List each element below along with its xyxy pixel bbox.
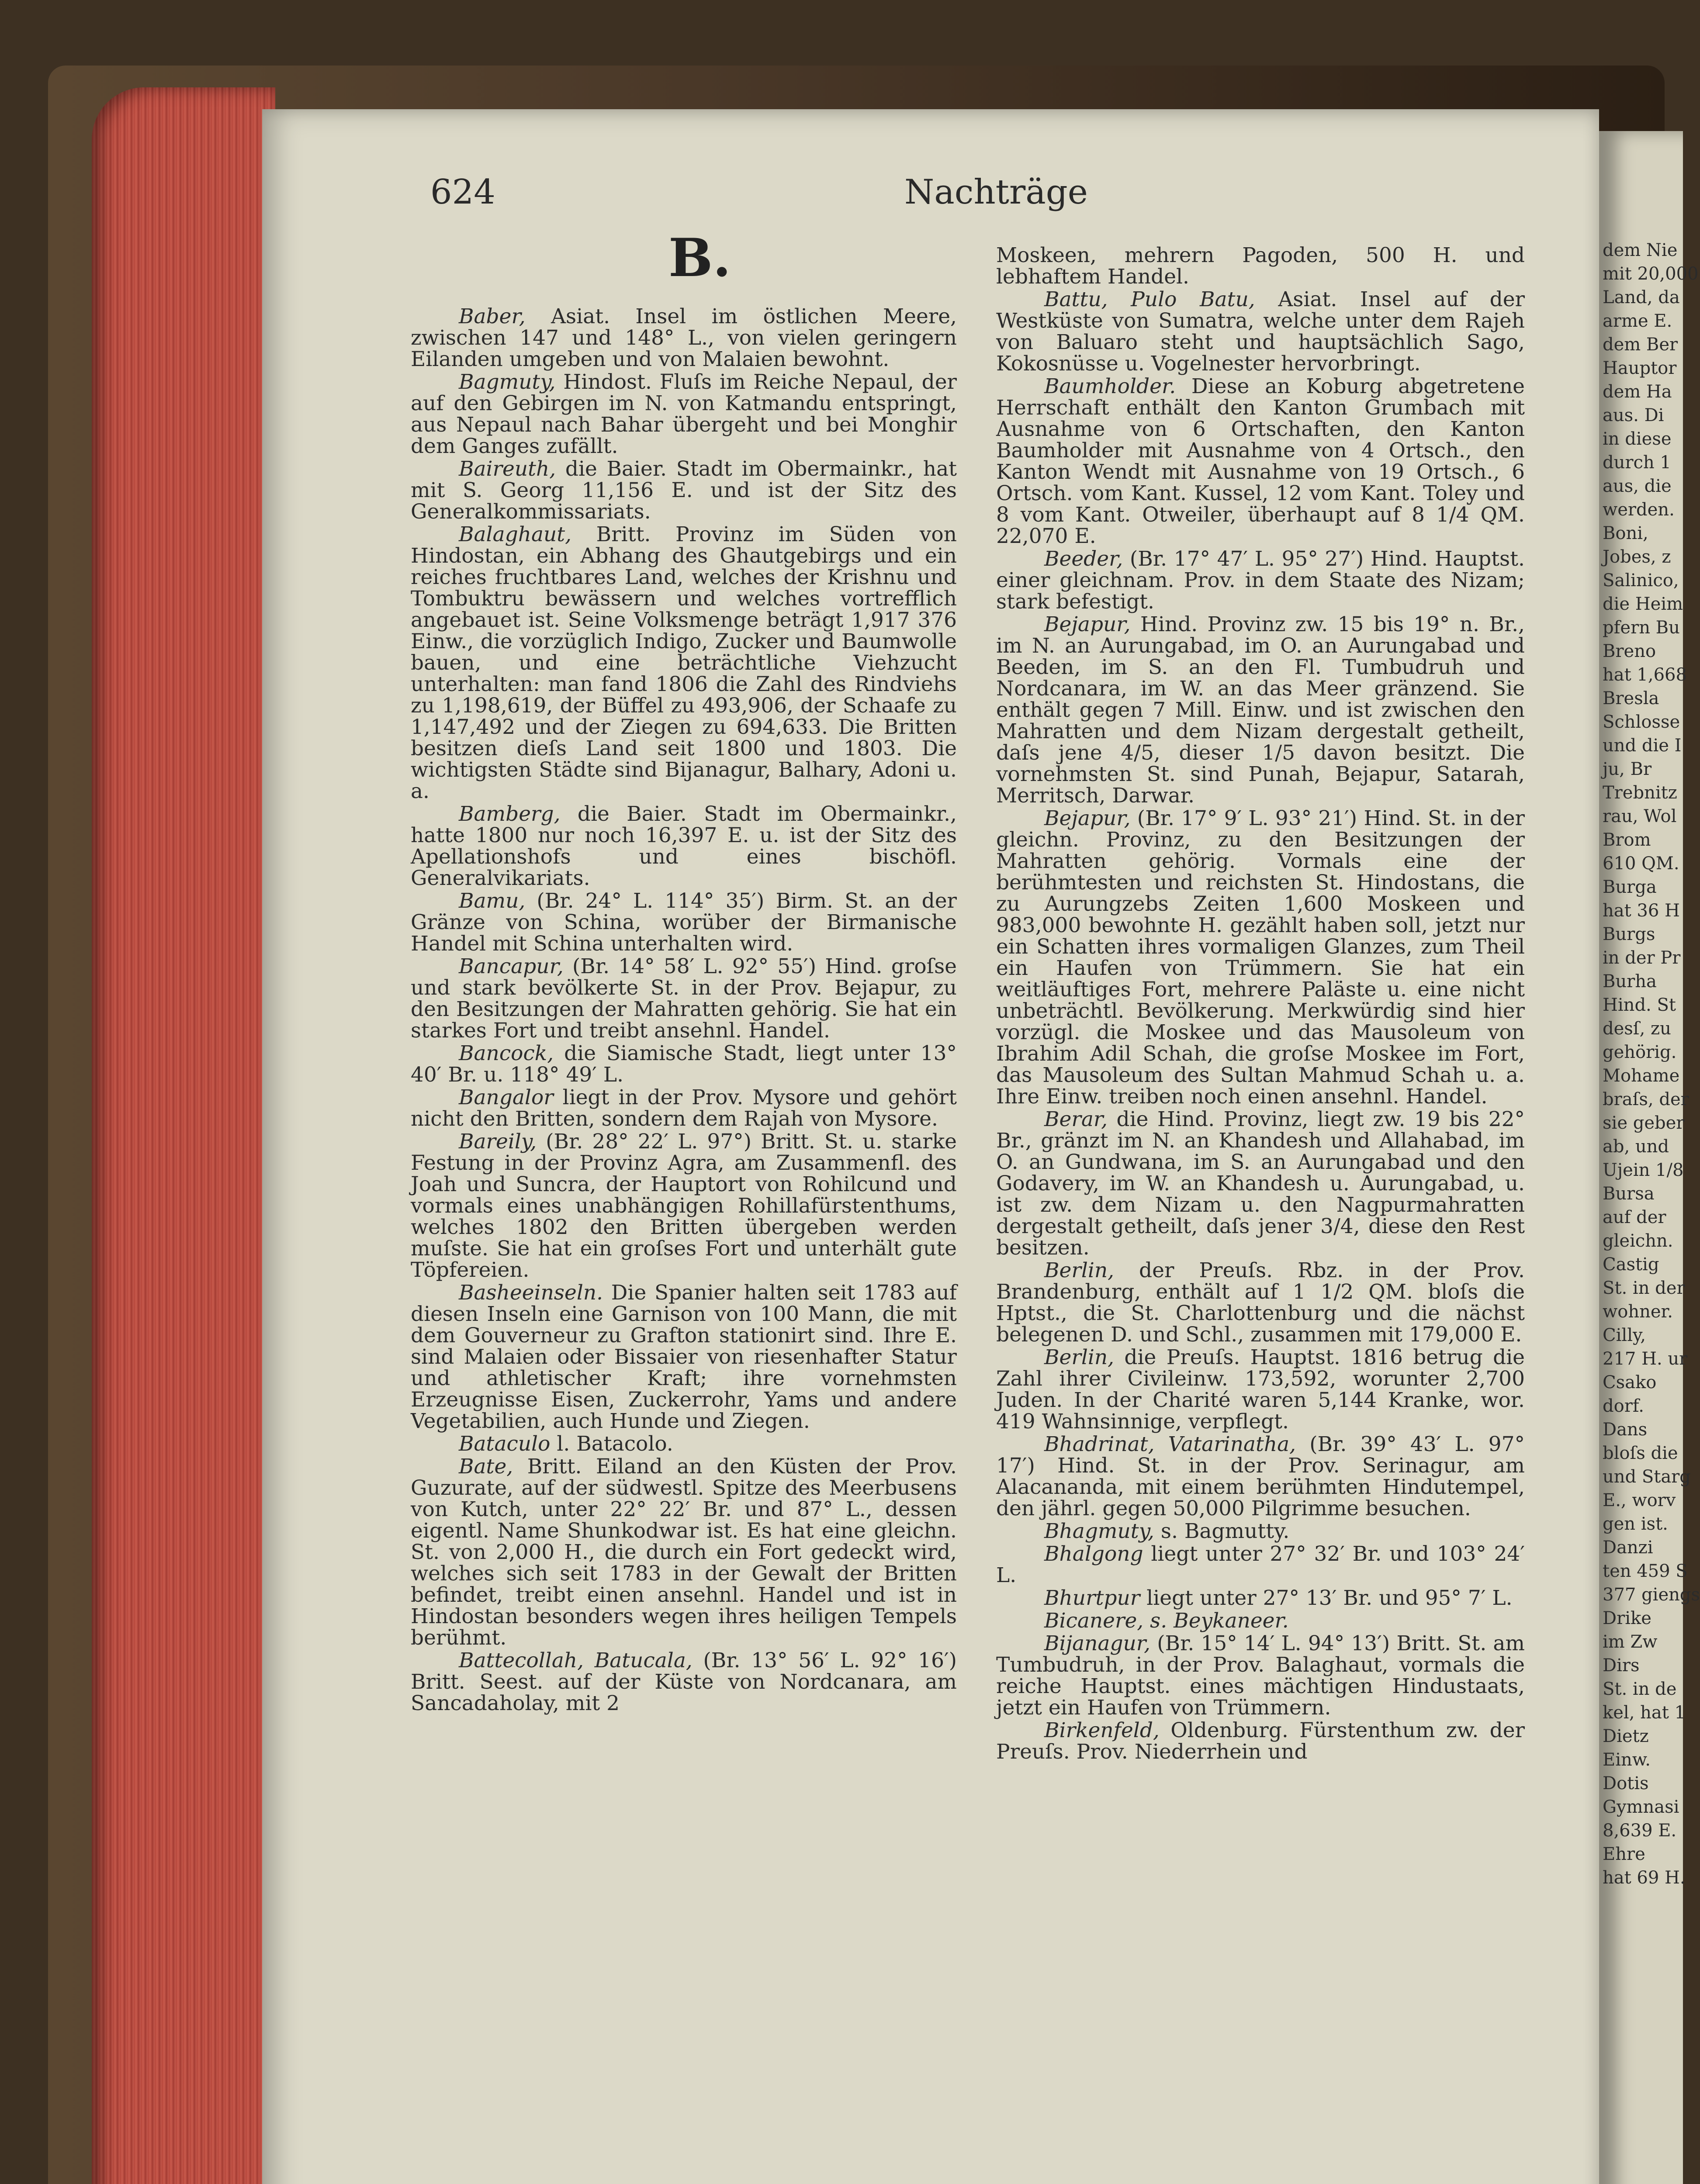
entry-headword: Beeder, bbox=[1044, 547, 1123, 571]
entry-text: die Preuſs. Hauptst. 1816 betrug die Zahl ihrer Civileinw. 173,592, worunter 2,700 Juden. In der Charité waren 5,144 Kranke, wor. 419 Wahnsinnige, verpflegt. bbox=[996, 1345, 1525, 1434]
entry-headword: Bhadrinat, Vatarinatha, bbox=[1044, 1432, 1296, 1456]
entry-text: liegt in der Prov. Mysore und gehört nicht den Britten, sondern dem Rajah von Mysore. bbox=[411, 1085, 957, 1131]
dictionary-entry bbox=[996, 614, 1525, 806]
entry-headword: Bhurtpur bbox=[1044, 1586, 1140, 1610]
adjacent-page-fragment: dem Ha bbox=[1603, 382, 1672, 402]
adjacent-page-fragment: arme E. bbox=[1603, 311, 1672, 331]
dictionary-entry bbox=[411, 1043, 957, 1085]
adjacent-page-fragment: gleichn. bbox=[1603, 1231, 1673, 1251]
adjacent-page-fragment: die Heim bbox=[1603, 594, 1683, 614]
entry-headword: Bancapur, bbox=[459, 954, 564, 978]
adjacent-page-fragment: Dirs bbox=[1603, 1655, 1640, 1676]
adjacent-page-fragment: Bursa bbox=[1603, 1184, 1655, 1204]
adjacent-page-fragment: Bresla bbox=[1603, 688, 1659, 708]
entry-text: (Br. 28° 22′ L. 97°) Britt. St. u. starke Festung in der Provinz Agra, am Zusammenfl. des Joah und Suncra, der Hauptort von Rohilcund und vormals eines unabhängigen Rohillafürstenthums, welches 1802 den Britten übergeben werden muſste. Sie hat ein groſses Fort und unterhält gute Töpfereien. bbox=[411, 1130, 957, 1282]
entry-text: (Br. 17° 47′ L. 95° 27′) Hind. Hauptst. einer gleichnam. Prov. in dem Staate des Nizam; stark befestigt. bbox=[996, 547, 1525, 614]
adjacent-page-fragment: werden. bbox=[1603, 500, 1675, 520]
adjacent-page-fragment: und die I bbox=[1603, 736, 1682, 756]
adjacent-page-fragment: durch 1 bbox=[1603, 453, 1671, 473]
entry-headword: Bataculo bbox=[459, 1432, 551, 1456]
adjacent-page-fragment: ab, und bbox=[1603, 1137, 1669, 1157]
adjacent-page-fragment: kel, hat 1 bbox=[1603, 1703, 1686, 1723]
adjacent-page-fragment: Burha bbox=[1603, 971, 1657, 992]
entry-text: Moskeen, mehrern Pagoden, 500 H. und lebhaftem Handel. bbox=[996, 243, 1525, 289]
adjacent-page-fragment: Danzi bbox=[1603, 1538, 1653, 1558]
entry-headword: Birkenfeld, bbox=[1044, 1718, 1160, 1742]
adjacent-page-fragment: Hauptor bbox=[1603, 358, 1677, 378]
entry-headword: Berlin, bbox=[1044, 1345, 1115, 1369]
adjacent-page-fragment: aus, die bbox=[1603, 476, 1672, 496]
adjacent-page-fragment: mit 20,000 bbox=[1603, 264, 1699, 284]
adjacent-page-fragment: Dans bbox=[1603, 1420, 1648, 1440]
entry-text: (Br. 14° 58′ L. 92° 55′) Hind. groſse und stark bevölkerte St. in der Prov. Bejapur, zu den Besitzungen der Mahratten gehörig. Sie hat ein starkes Fort und treibt ansehnl. Handel. bbox=[411, 954, 957, 1043]
adjacent-page-fragment: in diese bbox=[1603, 429, 1672, 449]
entry-headword: Berar, bbox=[1044, 1107, 1108, 1131]
entry-headword: Bagmuty, bbox=[459, 370, 556, 394]
entry-text: die Baier. Stadt im Obermainkr., hatte 1800 nur noch 16,397 E. u. ist der Sitz des Apellationshofs und eines bischöfl. Generalvikariats. bbox=[411, 802, 957, 890]
dictionary-entry bbox=[411, 803, 957, 889]
entry-text: (Br. 17° 9′ L. 93° 21′) Hind. St. in der gleichn. Provinz, zu den Besitzungen der Mahratten gehörig. Vormals eine der berühmtesten und reichsten St. Hindostans, die zu Aurungzebs Zeiten 1,600 Moskeen und 983,000 bewohnte H. gezählt haben soll, jetzt nur ein Schatten ihres vormaligen Glanzes, zum Theil ein Haufen von Trümmern. Sie hat ein weitläuftiges Fort, mehrere Paläste u. eine nicht unbeträchtl. Bevölkerung. Merkwürdig sind hier vorzügl. die Moskee und das Mausoleum von Ibrahim Adil Schah, die groſse Moskee im Fort, das Mausoleum des Sultan Mahmud Schah u. a. Ihre Einw. treiben noch einen ansehnl. Handel. bbox=[996, 806, 1525, 1109]
dictionary-entry bbox=[996, 1610, 1525, 1631]
dictionary-entry bbox=[411, 1650, 957, 1714]
dictionary-entry bbox=[996, 1633, 1525, 1718]
adjacent-page-fragment: desſ, zu bbox=[1603, 1019, 1671, 1039]
entry-text: (Br. 15° 14′ L. 94° 13′) Britt. St. am Tumbudruh, in der Prov. Balaghaut, vormals die reiche Hauptst. eines mächtigen Hindustaats, jetzt ein Haufen von Trümmern. bbox=[996, 1631, 1525, 1720]
dictionary-entry bbox=[411, 306, 957, 370]
entry-text: der Preuſs. Rbz. in der Prov. Brandenburg, enthält auf 1 1/2 QM. bloſs die Hptst., die St. Charlottenburg und die nächst belegenen D. und Schl., zusammen mit 179,000 E. bbox=[996, 1258, 1525, 1347]
adjacent-page-fragment: und Starg bbox=[1603, 1467, 1691, 1487]
entry-headword: Bejapur, bbox=[1044, 612, 1131, 636]
section-letter: B. bbox=[668, 227, 731, 289]
adjacent-page-fragment: Einw. bbox=[1603, 1750, 1651, 1770]
entry-headword: Berlin, bbox=[1044, 1258, 1115, 1282]
adjacent-page-fragment: gehörig. bbox=[1603, 1042, 1677, 1062]
entry-text: Hind. Provinz zw. 15 bis 19° n. Br., im N. an Aurungabad, im O. an Aurungabad und Beeden, im S. an den Fl. Tumbudruh und Nordcanara, im W. an das Meer gränzend. Sie enthält gegen 7 Mill. Einw. und ist zwischen den Mahratten und dem Nizam dergestalt getheilt, daſs jene 4/5, dieser 1/5 davon besitzt. Die vornehmsten St. sind Punah, Bejapur, Satarah, Merritsch, Darwar. bbox=[996, 612, 1525, 808]
entry-text: die Siamische Stadt, liegt unter 13° 40′ Br. u. 118° 49′ L. bbox=[411, 1041, 957, 1087]
entry-headword: Battu, Pulo Batu, bbox=[1044, 287, 1255, 311]
entry-text: (Br. 24° L. 114° 35′) Birm. St. an der Gränze von Schina, worüber der Birmanische Handel mit Schina unterhalten wird. bbox=[411, 889, 957, 956]
adjacent-page-fragment: Csako bbox=[1603, 1372, 1657, 1393]
dictionary-entry bbox=[996, 1587, 1525, 1609]
adjacent-page-fragment: hat 69 H. bbox=[1603, 1868, 1686, 1888]
adjacent-page-fragment: dem Ber bbox=[1603, 335, 1678, 355]
adjacent-page-fragment: Boni, bbox=[1603, 523, 1648, 543]
entry-text: Britt. Provinz im Süden von Hindostan, ein Abhang des Ghautgebirgs und ein reiches fruchtbares Land, welches der Krishnu und Tombuktru bewässern und welches vortrefflich angebauet ist. Seine Volksmenge beträgt 1,917 376 Einw., die vorzüglich Indigo, Zucker und Baumwolle bauen, und eine beträchtliche Viehzucht unterhalten: man fand 1806 die Zahl des Rindviehs zu 1,198,619, der Büffel zu 493,906, der Schaafe zu 1,147,492 und der Ziegen zu 694,633. Die Britten besitzen dieſs Land seit 1800 und 1803. Die wichtigsten Städte sind Bijanagur, Balhary, Adoni u. a. bbox=[411, 522, 957, 803]
adjacent-page-fragment: 8,639 E. bbox=[1603, 1821, 1677, 1841]
entry-text: liegt unter 27° 13′ Br. und 95° 7′ L. bbox=[1140, 1586, 1513, 1610]
entry-headword: Baber, bbox=[459, 304, 526, 328]
adjacent-page-fragment: rau, Wol bbox=[1603, 806, 1677, 826]
adjacent-page-fragment: Jobes, z bbox=[1603, 547, 1671, 567]
right-column bbox=[996, 245, 1525, 1764]
adjacent-page-fragment: dorf. bbox=[1603, 1396, 1644, 1416]
adjacent-page-fragment: Dietz bbox=[1603, 1726, 1649, 1746]
page-edges bbox=[92, 87, 275, 2184]
adjacent-page-fragment: aus. Di bbox=[1603, 405, 1664, 425]
adjacent-page-fragment: ten 459 S bbox=[1603, 1561, 1688, 1581]
adjacent-page bbox=[1599, 131, 1700, 2184]
adjacent-page-fragment: sie geber bbox=[1603, 1113, 1685, 1133]
adjacent-page-fragment: Cilly, bbox=[1603, 1325, 1646, 1345]
adjacent-page-fragment: Hind. St bbox=[1603, 995, 1676, 1015]
entry-headword: Baumholder. bbox=[1044, 374, 1176, 398]
dictionary-entry bbox=[411, 458, 957, 522]
dictionary-entry bbox=[996, 1720, 1525, 1762]
adjacent-page-fragment: hat 36 H bbox=[1603, 901, 1680, 921]
page-number: 624 bbox=[430, 173, 495, 212]
adjacent-page-fragment: braſs, der bbox=[1603, 1089, 1689, 1109]
adjacent-page-fragment: ju, Br bbox=[1603, 759, 1652, 779]
entry-text: die Hind. Provinz, liegt zw. 19 bis 22° Br., gränzt im N. an Khandesh und Allahabad, im O. an Gundwana, im S. an Aurungabad und den Godavery, im W. an Khandesh u. Aurungabad, u. ist zw. dem Nizam u. den Nagpurmahratten dergestalt getheilt, daſs jener 3/4, diese den Rest besitzen. bbox=[996, 1107, 1525, 1260]
adjacent-page-fragment: auf der bbox=[1603, 1207, 1666, 1227]
adjacent-page-fragment: hat 1,668 bbox=[1603, 665, 1687, 685]
dictionary-entry bbox=[996, 808, 1525, 1107]
entry-text: liegt unter 27° 32′ Br. und 103° 24′ L. bbox=[996, 1542, 1525, 1587]
dictionary-entry bbox=[996, 245, 1525, 287]
adjacent-page-fragment: Breno bbox=[1603, 641, 1656, 661]
entry-headword: Bhalgong bbox=[1044, 1542, 1143, 1566]
entry-text: die Baier. Stadt im Obermainkr., hat mit S. Georg 11,156 E. und ist der Sitz des Generalkommissariats. bbox=[411, 457, 957, 524]
dictionary-entry bbox=[996, 1434, 1525, 1519]
adjacent-page-fragment: 610 QM. bbox=[1603, 854, 1679, 874]
adjacent-page-fragment: im Zw bbox=[1603, 1632, 1658, 1652]
dictionary-entry bbox=[996, 1347, 1525, 1432]
dictionary-entry bbox=[996, 1521, 1525, 1542]
entry-text: (Br. 39° 43′ L. 97° 17′) Hind. St. in der Prov. Serinagur, am Alacananda, mit einem berühmten Hindutempel, den jährl. gegen 50,000 Pilgrimme besuchen. bbox=[996, 1432, 1525, 1521]
adjacent-page-fragment: Land, da bbox=[1603, 287, 1680, 308]
adjacent-page-fragment: wohner. bbox=[1603, 1302, 1673, 1322]
adjacent-page-fragment: Dotis bbox=[1603, 1773, 1649, 1794]
entry-text: l. Batacolo. bbox=[550, 1432, 673, 1456]
dictionary-entry bbox=[996, 289, 1525, 374]
adjacent-page-fragment: dem Nie bbox=[1603, 240, 1678, 260]
dictionary-entry bbox=[996, 548, 1525, 612]
dictionary-entry bbox=[411, 371, 957, 457]
entry-headword: Battecollah, Batucala, bbox=[459, 1648, 692, 1673]
dictionary-entry bbox=[411, 1131, 957, 1281]
adjacent-page-fragment: in der Pr bbox=[1603, 948, 1681, 968]
adjacent-page-fragment: 377 giengs bbox=[1603, 1585, 1700, 1605]
entry-text: Hindost. Fluſs im Reiche Nepaul, der auf den Gebirgen im N. von Katmandu entspringt, aus Nepaul nach Bahar übergeht und bei Monghir dem Ganges zufällt. bbox=[411, 370, 957, 458]
entry-headword: Baireuth, bbox=[459, 457, 556, 481]
dictionary-entry bbox=[996, 1543, 1525, 1586]
adjacent-page-fragment: Schlosse bbox=[1603, 712, 1680, 732]
entry-headword: Bamberg, bbox=[459, 802, 561, 826]
entry-text: (Br. 13° 56′ L. 92° 16′) Britt. Seest. auf der Küste von Nordcanara, am Sancadaholay, mit 2 bbox=[411, 1648, 957, 1715]
entry-text: Asiat. Insel im östlichen Meere, zwischen 147 und 148° L., von vielen geringern Eilanden umgeben und von Malaien bewohnt. bbox=[411, 304, 957, 371]
adjacent-page-fragment: Gymnasi bbox=[1603, 1797, 1679, 1817]
adjacent-page-fragment: E., worv bbox=[1603, 1490, 1676, 1510]
entry-headword: Bijanagur, bbox=[1044, 1631, 1151, 1655]
entry-headword: Bamu, bbox=[459, 889, 526, 913]
dictionary-entry bbox=[411, 1087, 957, 1130]
adjacent-page-fragment: Salinico, bbox=[1603, 570, 1679, 591]
entry-headword: Bejapur, bbox=[1044, 806, 1131, 830]
dictionary-entry bbox=[996, 1260, 1525, 1345]
entry-headword: Bareily, bbox=[459, 1130, 537, 1154]
dictionary-entry bbox=[411, 1456, 957, 1648]
entry-text: Britt. Eiland an den Küsten der Prov. Guzurate, auf der südwestl. Spitze des Meerbusens von Kutch, unter 22° 22′ Br. und 87° L., dessen eigentl. Name Shunkodwar ist. Es hat eine gleichn. St. von 2,000 H., die durch ein Fort gedeckt wird, welches sich seit 1783 in der Gewalt der Britten befindet, treibt einen ansehnl. Handel und ist in Hindostan besonders wegen ihres heiligen Tempels berühmt. bbox=[411, 1455, 957, 1650]
adjacent-page-fragment: Trebnitz bbox=[1603, 783, 1677, 803]
entry-headword: Bicanere, s. Beykaneer. bbox=[1044, 1609, 1289, 1633]
running-header: Nachträge bbox=[904, 173, 1088, 212]
dictionary-entry bbox=[411, 956, 957, 1041]
entry-headword: Balaghaut, bbox=[459, 522, 572, 546]
adjacent-page-fragment: gen ist. bbox=[1603, 1514, 1668, 1534]
entry-text: s. Bagmutty. bbox=[1154, 1519, 1290, 1543]
entry-text: Die Spanier halten seit 1783 auf diesen Inseln eine Garnison von 100 Mann, die mit dem Gouverneur zu Grafton stationirt sind. Ihre E. sind Malaien oder Bissaier von riesenhafter Statur und athletischer Kraft; ihre vornehmsten Erzeugnisse Eisen, Zuckerrohr, Yams und andere Vegetabilien, auch Hunde und Ziegen. bbox=[411, 1281, 957, 1433]
dictionary-entry bbox=[996, 376, 1525, 547]
adjacent-page-fragment: pfern Bu bbox=[1603, 618, 1680, 638]
entry-text: Oldenburg. Fürstenthum zw. der Preuſs. Prov. Niederrhein und bbox=[996, 1718, 1525, 1764]
adjacent-page-fragment: Brom bbox=[1603, 830, 1651, 850]
entry-headword: Basheeinseln. bbox=[459, 1281, 603, 1305]
dictionary-entry bbox=[411, 524, 957, 802]
adjacent-page-fragment: Ujein 1/8 bbox=[1603, 1160, 1684, 1180]
entry-headword: Bancock, bbox=[459, 1041, 554, 1065]
adjacent-page-fragment: St. in de bbox=[1603, 1679, 1677, 1699]
entry-text: Asiat. Insel auf der Westküste von Sumatra, welche unter dem Rajeh von Baluaro steht und hauptsächlich Sago, Kokosnüsse u. Vogelnester hervorbringt. bbox=[996, 287, 1525, 376]
adjacent-page-fragment: Burga bbox=[1603, 877, 1657, 897]
entry-headword: Bhagmuty, bbox=[1044, 1519, 1154, 1543]
dictionary-entry bbox=[411, 1433, 957, 1455]
adjacent-page-fragment: Drike bbox=[1603, 1608, 1652, 1628]
dictionary-entry bbox=[411, 1282, 957, 1432]
entry-headword: Bate, bbox=[459, 1455, 513, 1479]
adjacent-page-fragment: Castig bbox=[1603, 1254, 1659, 1275]
left-column bbox=[411, 306, 957, 1715]
dictionary-entry bbox=[411, 890, 957, 954]
adjacent-page-fragment: Burgs bbox=[1603, 924, 1655, 944]
adjacent-page-fragment: Ehre bbox=[1603, 1844, 1645, 1864]
adjacent-page-fragment: 217 H. ur bbox=[1603, 1349, 1688, 1369]
adjacent-page-fragment: Mohame bbox=[1603, 1066, 1680, 1086]
adjacent-page-fragment: bloſs die bbox=[1603, 1443, 1678, 1463]
adjacent-page-fragment: St. in der bbox=[1603, 1278, 1685, 1298]
entry-headword: Bangalor bbox=[459, 1085, 554, 1109]
entry-text: Diese an Koburg abgetretene Herrschaft enthält den Kanton Grumbach mit Ausnahme von 6 Ortschaften, den Kanton Baumholder mit Ausnahme von 4 Ortsch., den Kanton Wendt mit Ausnahme von 19 Ortsch., 6 Ortsch. vom Kant. Kussel, 12 vom Kant. Toley und 8 vom Kant. Otweiler, überhaupt auf 8 1/4 QM. 22,070 E. bbox=[996, 374, 1525, 548]
dictionary-entry bbox=[996, 1109, 1525, 1258]
